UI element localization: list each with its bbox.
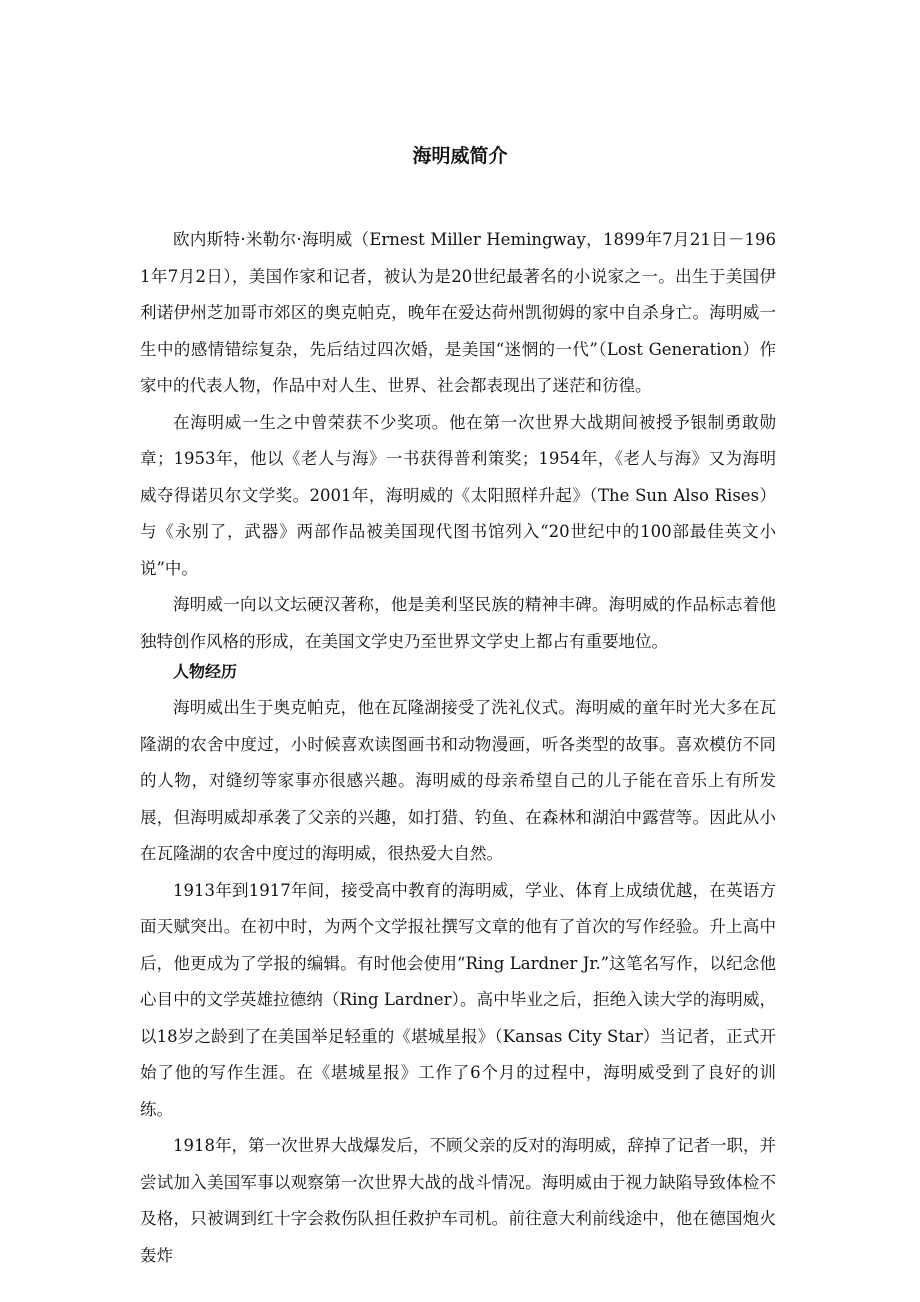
biography-paragraph-3: 1918年，第一次世界大战爆发后，不顾父亲的反对的海明威，辞掉了记者一职，并尝试加入美国军事以观察第一次世界大战的战斗情况。海明威由于视力缺陷导致体检不及格，只被调到红十字会救伤队担任救护车司机。前往意大利前线途中，他在德国炮火轰炸: [140, 1136, 776, 1265]
intro-paragraph-2: 在海明威一生之中曾荣获不少奖项。他在第一次世界大战期间被授予银制勇敢勋章；1953年，他以《老人与海》一书获得普利策奖；1954年，《老人与海》又为海明威夺得诺贝尔文学奖。2001年，海明威的《太阳照样升起》（The Sun Also Rises）与《永别了，武器》两部作品被美国现代图书馆列入“20世纪中的100部最佳英文小说”中。: [140, 412, 776, 578]
document-title: 海明威简介: [412, 145, 508, 167]
intro-paragraph-3: 海明威一向以文坛硬汉著称，他是美利坚民族的精神丰碑。海明威的作品标志着他独特创作风格的形成，在美国文学史乃至世界文学史上都占有重要地位。: [140, 595, 776, 651]
section-heading: 人物经历: [173, 662, 238, 681]
intro-paragraph-1: 欧内斯特·米勒尔·海明威（Ernest Miller Hemingway，1899年7月21日－1961年7月2日），美国作家和记者，被认为是20世纪最著名的小说家之一。出生于美国伊利诺伊州芝加哥市郊区的奥克帕克，晚年在爱达荷州凯彻姆的家中自杀身亡。海明威一生中的感情错综复杂，先后结过四次婚，是美国“迷惘的一代”（Lost Generation）作家中的代表人物，作品中对人生、世界、社会都表现出了迷茫和彷徨。: [140, 230, 776, 395]
biography-section: [140, 654, 776, 1274]
biography-paragraph-1: 海明威出生于奥克帕克，他在瓦隆湖接受了洗礼仪式。海明威的童年时光大多在瓦隆湖的农舍中度过，小时候喜欢读图画书和动物漫画，听各类型的故事。喜欢模仿不同的人物，对缝纫等家事亦很感兴趣。海明威的母亲希望自己的儿子能在音乐上有所发展，但海明威却承袭了父亲的兴趣，如打猎、钓鱼、在森林和湖泊中露营等。因此从小在瓦隆湖的农舍中度过的海明威，很热爱大自然。: [140, 698, 776, 863]
biography-paragraph-2: 1913年到1917年间，接受高中教育的海明威，学业、体育上成绩优越，在英语方面天赋突出。在初中时，为两个文学报社撰写文章的他有了首次的写作经验。升上高中后，他更成为了学报的编辑。有时他会使用“Ring Lardner Jr.”这笔名写作，以纪念他心目中的文学英雄拉德纳（Ring Lardner）。高中毕业之后，拒绝入读大学的海明威，以18岁之龄到了在美国举足轻重的《堪城星报》（Kansas City Star）当记者，正式开始了他的写作生涯。在《堪城星报》工作了6个月的过程中，海明威受到了良好的训练。: [140, 880, 776, 1119]
intro-section: [140, 222, 776, 660]
